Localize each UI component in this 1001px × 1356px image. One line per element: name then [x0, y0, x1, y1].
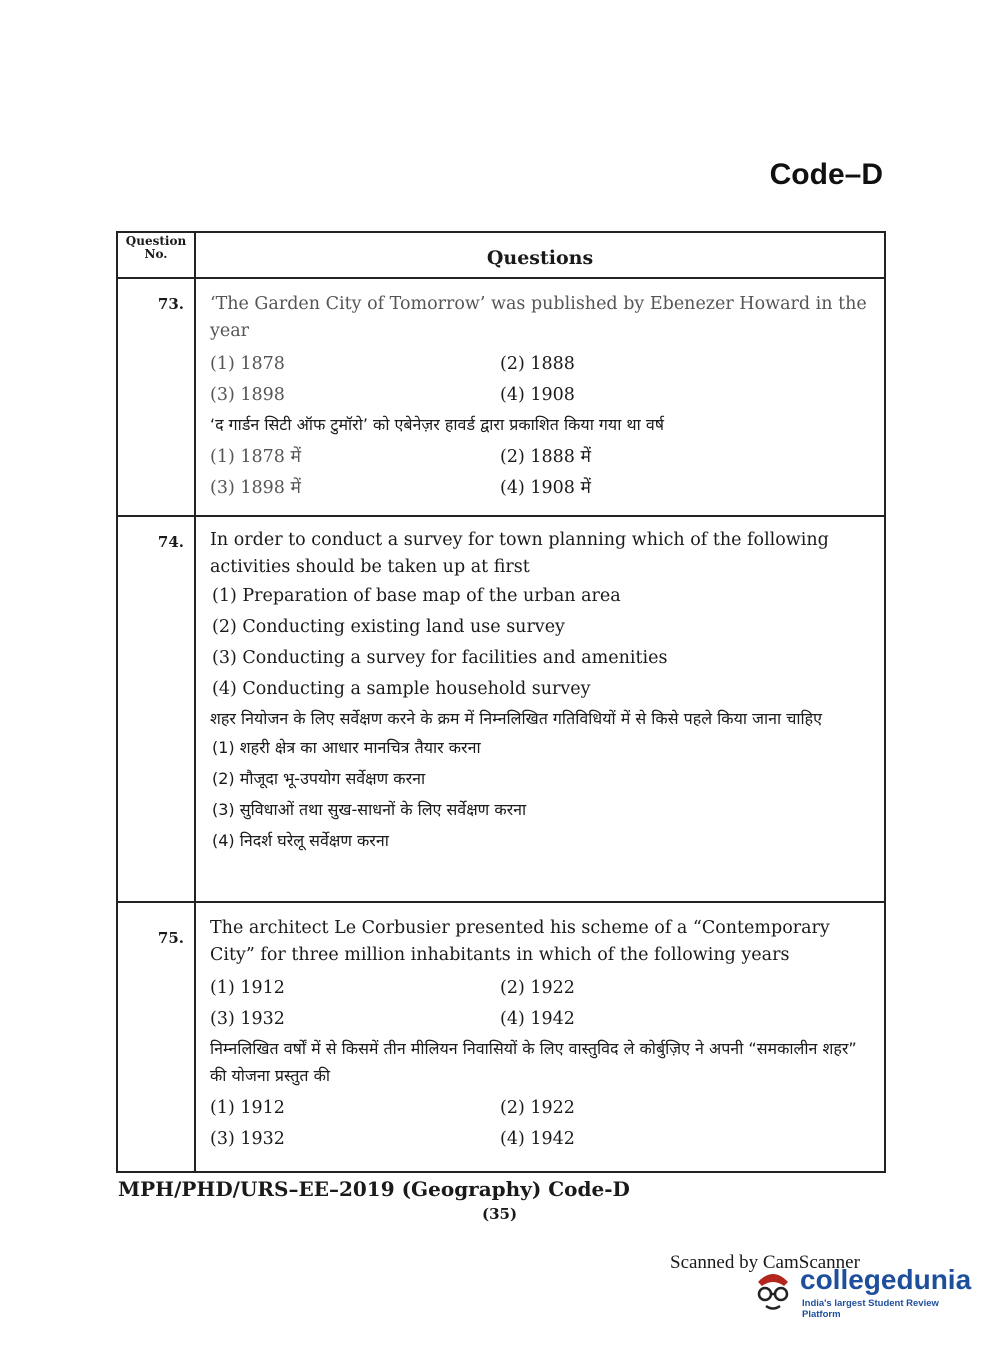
question-75 [210, 915, 874, 1155]
question-74 [210, 527, 874, 856]
question-table [116, 231, 886, 1173]
header-divider [118, 277, 884, 279]
question-73 [210, 291, 874, 504]
option: (1) 1878 में [210, 447, 301, 467]
question-stem-hi: ‘द गार्डन सिटी ऑफ टुमॉरो’ को एबेनेज़र हावर्ड द्वारा प्रकाशित किया गया था वर्ष [210, 415, 665, 434]
option: (2) 1922 [500, 978, 575, 998]
mascot-icon [748, 1264, 798, 1314]
options-hi [210, 1093, 874, 1155]
col-header-question-no: Question No. [125, 234, 187, 261]
column-divider [194, 233, 196, 1171]
col-header-questions: Questions [486, 247, 594, 269]
question-stem-en: The architect Le Corbusier presented his scheme of a “Contemporary City” for three million inhabitants in which of the following years [210, 918, 830, 965]
option: (4) 1942 [500, 1009, 575, 1029]
paper-code: Code–D [769, 158, 883, 191]
scanner-watermark: Scanned by CamScanner [670, 1252, 860, 1273]
option: (4) 1908 में [500, 478, 591, 498]
options-en [210, 973, 874, 1035]
question-stem-en: In order to conduct a survey for town planning which of the following activities should be taken up at first [210, 530, 829, 577]
option: (3) सुविधाओं तथा सुख-साधनों के लिए सर्वेक्षण करना [212, 800, 527, 819]
question-number: 73. [157, 295, 184, 313]
option: (1) 1912 [210, 1098, 285, 1118]
options-hi [212, 732, 874, 856]
option: (1) Preparation of base map of the urban area [212, 586, 621, 606]
question-number: 74. [157, 533, 184, 551]
question-stem-en: ‘The Garden City of Tomorrow’ was published by Ebenezer Howard in the year [210, 294, 867, 341]
options-en [210, 349, 874, 411]
option: (4) निदर्श घरेलू सर्वेक्षण करना [212, 831, 389, 850]
option: (4) 1908 [500, 385, 575, 405]
option: (2) 1922 [500, 1098, 575, 1118]
row-divider [118, 901, 884, 903]
option: (3) 1898 [210, 385, 285, 405]
option: (1) 1878 [210, 354, 285, 374]
option: (2) 1888 [500, 354, 575, 374]
option: (4) Conducting a sample household survey [212, 679, 591, 699]
footer-paper-code: MPH/PHD/URS–EE–2019 (Geography) Code-D [118, 1177, 630, 1201]
question-stem-hi: शहर नियोजन के लिए सर्वेक्षण करने के क्रम में निम्नलिखित गतिविधियों में से किसे पहले किया जाना चाहिए [210, 709, 822, 728]
option: (3) 1932 [210, 1009, 285, 1029]
option: (1) शहरी क्षेत्र का आधार मानचित्र तैयार करना [212, 738, 481, 757]
row-divider [118, 515, 884, 517]
option: (2) Conducting existing land use survey [212, 617, 565, 637]
option: (3) Conducting a survey for facilities and amenities [212, 648, 668, 668]
option: (1) 1912 [210, 978, 285, 998]
question-number: 75. [157, 929, 184, 947]
options-hi [210, 442, 874, 504]
collegedunia-logo [748, 1262, 978, 1322]
option: (2) 1888 में [500, 447, 591, 467]
question-stem-hi: निम्नलिखित वर्षों में से किसमें तीन मीलियन निवासियों के लिए वास्तुविद ले कोर्बुज़िए ने अपनी “समकालीन शहर” की योजना प्रस्तुत की [210, 1039, 857, 1085]
brand-name: collegedunia [800, 1264, 972, 1295]
option: (3) 1898 में [210, 478, 301, 498]
option: (4) 1942 [500, 1129, 575, 1149]
option: (3) 1932 [210, 1129, 285, 1149]
option: (2) मौजूदा भू-उपयोग सर्वेक्षण करना [212, 769, 426, 788]
brand-tagline: India's largest Student Review Platform [802, 1298, 939, 1320]
page-number: (35) [482, 1205, 518, 1223]
options-en [212, 581, 874, 705]
